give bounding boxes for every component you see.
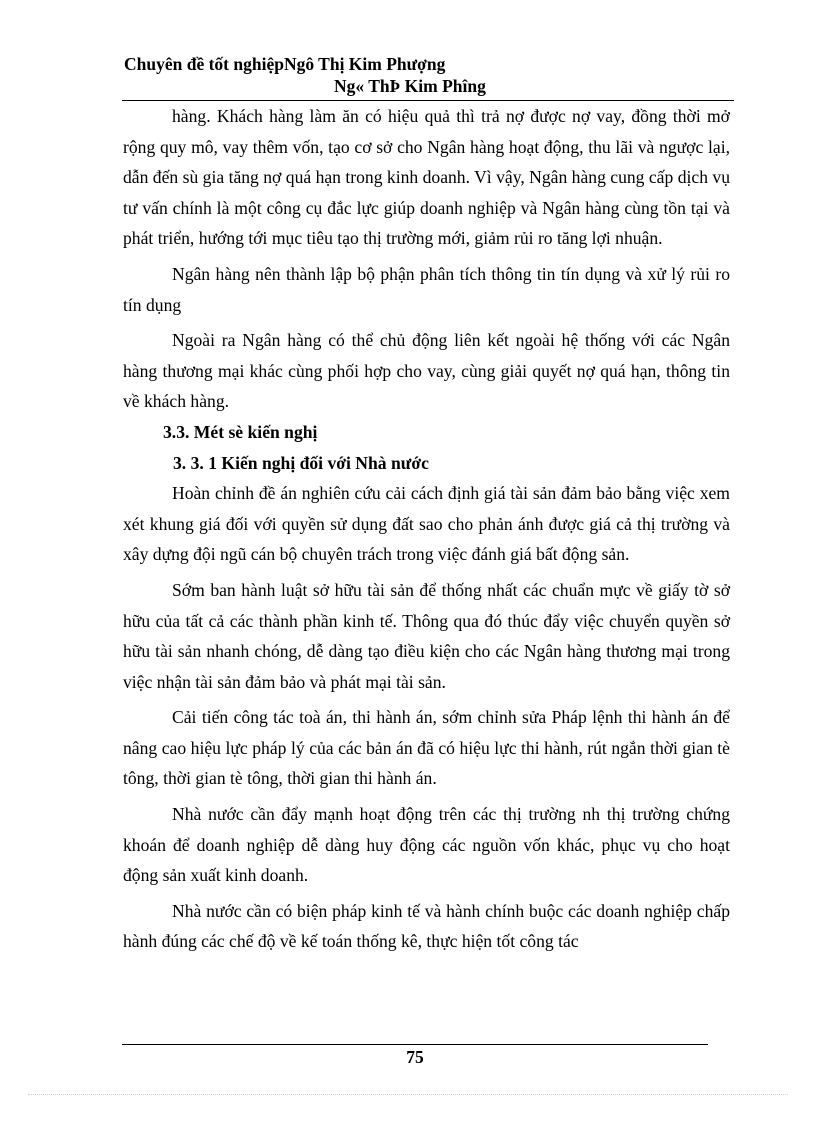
header-author-name: Ng« ThÞ Kim Phîng bbox=[334, 76, 486, 96]
paragraph-property-law: Sớm ban hành luật sở hữu tài sản để thống nhất các chuẩn mực về giấy tờ sở hữu của tất cả các thành phần kinh tế. Thông qua đó thúc đẩy việc chuyển quyền sở hữu tài sản nhanh chóng, dễ dàng tạo điều kiện cho các Ngân hàng thương mại trong việc nhận tài sản đảm bảo và phát mại tài sản. bbox=[123, 579, 730, 692]
paragraph-asset-valuation: Hoàn chỉnh đề án nghiên cứu cải cách định giá tài sản đảm bảo bằng việc xem xét khung giá đối với quyền sử dụng đất sao cho phản ánh được giá cả thị trường và xây dựng đội ngũ cán bộ chuyên trách trong việc đánh giá bất động sản. bbox=[123, 483, 730, 565]
paragraph-interbank-cooperation: Ngoài ra Ngân hàng có thể chủ động liên kết ngoài hệ thống với các Ngân hàng thương mại khác cùng phối hợp cho vay, cùng giải quyết nợ quá hạn, thông tin về khách hàng. bbox=[123, 330, 730, 412]
footer-divider bbox=[122, 1044, 708, 1045]
paragraph-bank-advisory: hàng. Khách hàng làm ăn có hiệu quả thì trả nợ được nợ vay, đồng thời mở rộng quy mô, vay thêm vốn, tạo cơ sở cho Ngân hàng hoạt động, thu lãi và ngược lại, dẫn đến sù gia tăng nợ quá hạn trong kinh doanh. Vì vậy, Ngân hàng cung cấp dịch vụ tư vấn chính là một công cụ đắc lực giúp doanh nghiệp và Ngân hàng cùng tồn tại và phát triển, hướng tới mục tiêu tạo thị trường mới, giảm rủi ro tăng lợi nhuận. bbox=[123, 106, 730, 249]
header-title: Chuyên đề tốt nghiệpNgô Thị Kim Phượng bbox=[124, 54, 446, 74]
paragraph-court-reform: Cải tiến công tác toà án, thi hành án, sớm chỉnh sửa Pháp lệnh thi hành án để nâng cao hiệu lực pháp lý của các bản án đã có hiệu lực thi hành, rút ngắn thời gian tè tông, thời gian tè tông, thời gian thi hành án. bbox=[123, 707, 730, 789]
page-header bbox=[122, 52, 734, 101]
paragraph-securities-market: Nhà nước cần đẩy mạnh hoạt động trên các thị trường nh thị trường chứng khoán để doanh nghiệp dễ dàng huy động các nguồn vốn khác, phục vụ cho hoạt động sản xuất kinh doanh. bbox=[123, 804, 730, 886]
page-number: 75 bbox=[406, 1047, 424, 1067]
paragraph-credit-analysis-unit: Ngân hàng nên thành lập bộ phận phân tích thông tin tín dụng và xử lý rủi ro tín dụng bbox=[123, 263, 730, 315]
paragraph-accounting-compliance: Nhà nước cần có biện pháp kinh tế và hành chính buộc các doanh nghiệp chấp hành đúng các chế độ về kế toán thống kê, thực hiện tốt công tác bbox=[123, 900, 730, 952]
subsection-heading: 3. 3. 1 Kiến nghị đối với Nhà nước bbox=[173, 452, 429, 473]
page-bottom-border bbox=[28, 1094, 788, 1095]
section-heading: 3.3. Mét sè kiến nghị bbox=[163, 421, 318, 442]
document-body bbox=[123, 101, 730, 957]
